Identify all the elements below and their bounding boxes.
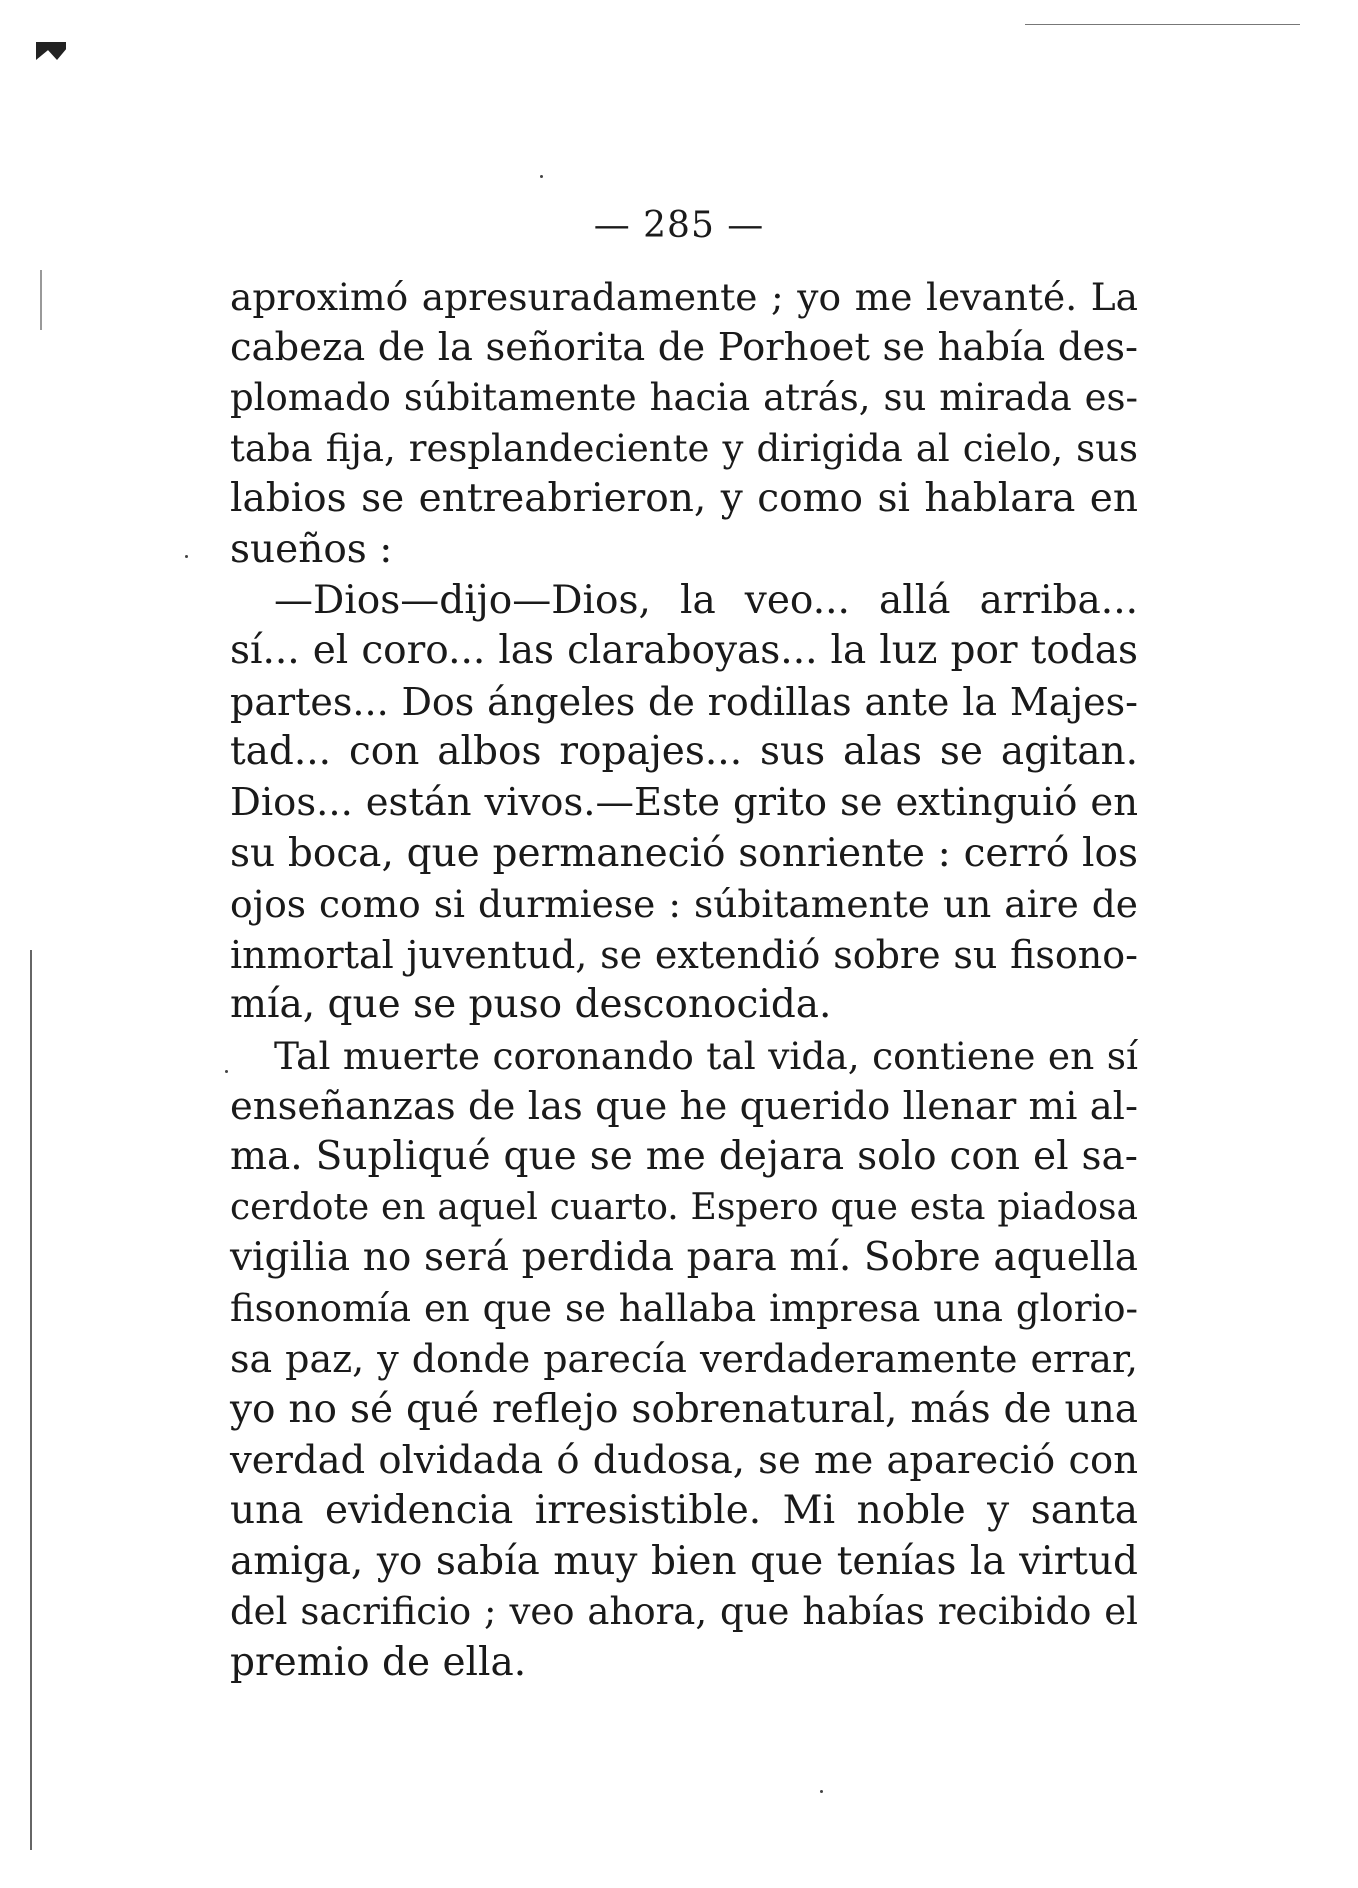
text-line: cabeza de la señorita de Porhoet se había des-	[230, 324, 1138, 370]
text-line: verdad olvidada ó dudosa, se me apareció con	[230, 1437, 1138, 1483]
text-line: —Dios—dijo—Dios, la veo... allá arriba...	[274, 577, 1138, 623]
page-number: — 285 —	[593, 205, 765, 246]
text-line: tad... con albos ropajes... sus alas se agitan.	[230, 729, 1138, 775]
text-line: amiga, yo sabía muy bien que tenías la virtud	[230, 1538, 1138, 1584]
text-line: una evidencia irresistible. Mi noble y santa	[230, 1488, 1138, 1534]
text-line: partes... Dos ángeles de rodillas ante la Majes-	[230, 679, 1138, 724]
text-line: plomado súbitamente hacia atrás, su mirada es-	[230, 376, 1138, 420]
text-line: cerdote en aquel cuarto. Espero que esta piadosa	[230, 1186, 1138, 1228]
scan-speck	[225, 1070, 228, 1073]
text-line: labios se entreabrieron, y como si hablara en	[230, 476, 1138, 522]
text-line: Dios... están vivos.—Este grito se extinguió en	[230, 779, 1138, 825]
text-line: enseñanzas de las que he querido llenar mi al-	[230, 1083, 1138, 1129]
text-line: aproximó apresuradamente ; yo me levanté. La	[230, 275, 1138, 319]
text-line: inmortal juventud, se extendió sobre su fisono-	[230, 932, 1138, 977]
text-line: fisonomía en que se hallaba impresa una glorio-	[230, 1286, 1138, 1330]
text-line: sí... el coro... las claraboyas... la luz por todas	[230, 628, 1138, 674]
text-line: ma. Supliqué que se me dejara solo con el sa-	[230, 1134, 1138, 1180]
body-text	[230, 272, 1138, 1689]
scan-corner-mark	[36, 42, 66, 60]
text-line: sueños :	[230, 526, 393, 572]
text-line: yo no sé qué reflejo sobrenatural, más de una	[230, 1387, 1138, 1433]
text-line: mía, que se puso desconocida.	[230, 982, 832, 1028]
scan-speck	[540, 175, 543, 178]
text-line: su boca, que permaneció sonriente : cerró los	[230, 830, 1138, 876]
text-line: ojos como si durmiese : súbitamente un aire de	[230, 882, 1138, 927]
text-line: taba fija, resplandeciente y dirigida al cielo, sus	[230, 426, 1138, 470]
scan-speck	[820, 1790, 823, 1793]
text-line: del sacrificio ; veo ahora, que habías recibido el	[230, 1590, 1138, 1634]
scan-top-rule	[1025, 24, 1300, 25]
text-line: premio de ella.	[230, 1640, 527, 1686]
scan-margin-line	[30, 950, 32, 1850]
scan-speck	[185, 555, 188, 558]
text-line: sa paz, y donde parecía verdaderamente errar,	[230, 1337, 1138, 1382]
scan-margin-mark	[40, 270, 42, 330]
text-line: vigilia no será perdida para mí. Sobre aquella	[230, 1235, 1138, 1281]
text-line: Tal muerte coronando tal vida, contiene en sí	[274, 1033, 1138, 1078]
